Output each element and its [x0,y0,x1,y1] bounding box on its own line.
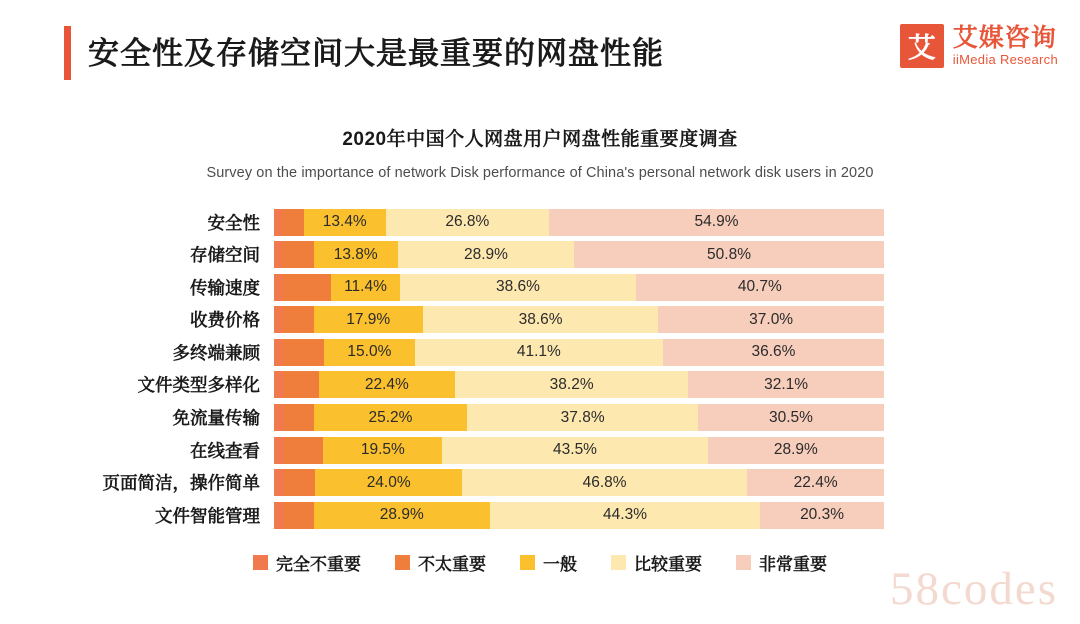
category-label: 存储空间 [190,245,260,266]
chart-row [60,305,1080,335]
bar-segment: 50.8% [574,241,884,268]
bar-segment [284,469,315,496]
bar-segment [282,241,314,268]
logo-name-cn: 艾媒咨询 [952,24,1057,53]
bar-segment: 20.3% [760,502,884,529]
chart-row [60,500,1080,530]
stacked-bar [274,371,884,398]
bar-segment [283,274,331,301]
bar-segment: 32.1% [688,371,884,398]
chart-row [60,337,1080,367]
bar-segment: 40.7% [636,274,884,301]
legend-item[interactable] [611,550,702,575]
chart-subtitle: Survey on the importance of network Disk performance of China's personal network disk users in 2020 [206,165,874,181]
bar-segment: 11.4% [331,274,401,301]
bar-segment: 24.0% [315,469,461,496]
page-header [0,0,1080,100]
bar-segment [283,306,314,333]
chart-row [60,435,1080,465]
category-label: 免流量传输 [172,408,260,429]
chart-legend [0,550,1080,575]
bar-segment: 38.6% [400,274,635,301]
chart-title: 2020年中国个人网盘用户网盘性能重要度调查 [342,129,738,150]
bar-segment [274,339,283,366]
bar-segment: 36.6% [663,339,884,366]
logo-text [953,24,1058,68]
legend-label: 完全不重要 [276,555,361,575]
chart-row [60,207,1080,237]
legend-label: 不太重要 [418,555,486,575]
bar-segment [274,306,283,333]
chart-row [60,403,1080,433]
bar-segment: 28.9% [398,241,574,268]
bar-segment: 13.8% [314,241,398,268]
legend-swatch [253,555,268,570]
stacked-bar [274,437,884,464]
bar-segment [284,502,313,529]
bar-segment: 54.9% [549,209,884,236]
legend-swatch [520,555,535,570]
legend-label: 比较重要 [634,555,702,575]
stacked-bar-chart [0,207,1080,530]
bar-segment [284,371,319,398]
bar-segment: 38.6% [423,306,658,333]
chart-row [60,240,1080,270]
page-title: 安全性及存储空间大是最重要的网盘性能 [88,36,664,71]
chart-row [60,272,1080,302]
category-label: 收费价格 [190,310,260,331]
bar-segment [274,502,284,529]
legend-item[interactable] [736,550,827,575]
bar-segment [284,404,314,431]
logo-mark-icon: 艾 [900,24,944,68]
bar-segment: 43.5% [442,437,707,464]
legend-item[interactable] [253,550,361,575]
bar-segment [274,469,284,496]
legend-item[interactable] [395,550,486,575]
category-label: 文件类型多样化 [137,375,260,396]
title-accent-bar [64,26,71,80]
bar-segment: 15.0% [324,339,415,366]
bar-segment: 26.8% [386,209,549,236]
bar-segment: 22.4% [747,469,884,496]
bar-segment [283,339,324,366]
stacked-bar [274,209,884,236]
watermark: 58codes [889,563,1058,615]
stacked-bar [274,306,884,333]
bar-segment: 19.5% [323,437,442,464]
bar-segment: 41.1% [415,339,663,366]
legend-swatch [611,555,626,570]
stacked-bar [274,339,884,366]
bar-segment [274,209,282,236]
bar-segment [284,437,324,464]
category-label: 多终端兼顾 [172,342,260,363]
bar-segment [274,371,284,398]
bar-segment: 38.2% [455,371,688,398]
brand-logo [900,24,1058,68]
bar-segment: 28.9% [708,437,884,464]
chart-row [60,468,1080,498]
bar-segment: 30.5% [698,404,884,431]
category-label: 在线查看 [190,440,260,461]
category-label: 传输速度 [190,277,260,298]
legend-swatch [736,555,751,570]
stacked-bar [274,404,884,431]
stacked-bar [274,469,884,496]
category-label: 安全性 [207,212,260,233]
bar-segment: 17.9% [314,306,423,333]
legend-label: 非常重要 [759,555,827,575]
bar-segment: 25.2% [314,404,468,431]
category-label: 页面简洁，操作简单 [102,473,260,494]
bar-segment: 44.3% [490,502,760,529]
bar-segment: 37.8% [467,404,698,431]
bar-segment: 22.4% [319,371,456,398]
bar-segment [274,404,284,431]
bar-segment [274,437,284,464]
bar-segment [274,241,282,268]
chart-row [60,370,1080,400]
legend-swatch [395,555,410,570]
bar-segment [274,274,283,301]
stacked-bar [274,241,884,268]
stacked-bar [274,502,884,529]
bar-segment: 13.4% [304,209,386,236]
bar-segment: 28.9% [314,502,490,529]
logo-name-en: iiMedia Research [952,51,1058,67]
bar-segment: 46.8% [462,469,747,496]
category-label: 文件智能管理 [155,505,260,526]
legend-item[interactable] [520,550,577,575]
bar-segment [282,209,304,236]
bar-segment: 37.0% [658,306,884,333]
legend-label: 一般 [543,555,577,575]
stacked-bar [274,274,884,301]
